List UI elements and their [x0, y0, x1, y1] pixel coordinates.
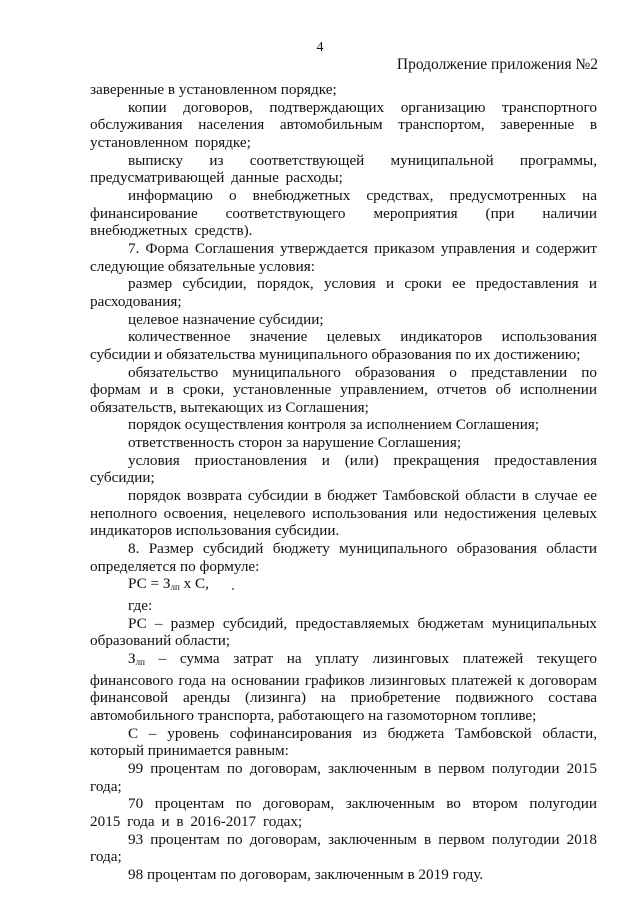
continuation-heading: Продолжение приложения №2 — [396, 56, 598, 73]
subscript: лп — [170, 582, 180, 593]
formula: РС = $З_{лп}$ х С, — [128, 575, 209, 593]
page-number: 4 — [316, 40, 324, 55]
paragraph: копии договоров, подтверждающих организацию транспортного обслуживания населения автомобильным транспортом, заверенные в установленном порядке; — [90, 98, 597, 151]
paragraph: 8. Размер субсидий бюджету муниципального образования области определяется по формуле: — [90, 540, 597, 575]
paragraph: заверенные в установленном порядке; — [90, 81, 337, 98]
paragraph: где: — [128, 597, 153, 615]
paragraph: порядок осуществления контроля за исполнением Соглашения; — [128, 416, 540, 434]
paragraph: РС – размер субсидий, предоставляемых бюджетам муниципальных образований области; — [90, 614, 597, 650]
paragraph: 70 процентам по договорам, заключенным во втором полугодии 2015 года и в 2016-2017 годах; — [90, 795, 597, 830]
paragraph: порядок возврата субсидии в бюджет Тамбовской области в случае ее неполного освоения, нецелевого использования или недостижения целевых индикаторов использования субсидии. — [90, 487, 597, 540]
subscript: лп — [135, 657, 145, 667]
paragraph: 98 процентам по договорам, заключенным в 2019 году. — [128, 865, 484, 883]
document-body — [90, 81, 597, 884]
paragraph: информацию о внебюджетных средствах, предусмотренных на финансирование соответствующего мероприятия (при наличии внебюджетных средств). — [90, 186, 597, 240]
scan-speck — [232, 588, 234, 590]
paragraph: 7. Форма Соглашения утверждается приказом управления и содержит следующие обязательные условия: — [90, 239, 597, 275]
paragraph: количественное значение целевых индикаторов использования субсидии и обязательства муниципального образования по их достижению; — [90, 328, 597, 363]
paragraph: $З_{лп}$ – сумма затрат на уплату лизинговых платежей текущего финансового года на основании графиков лизинговых платежей к договорам финансовой аренды (лизинга) на приобретение подвижного состава автомобильного транспорта, работающего на газомоторном топливе; — [90, 650, 597, 724]
paragraph: С – уровень софинансирования из бюджета Тамбовской области, который принимается равным: — [90, 724, 597, 760]
paragraph: ответственность сторон за нарушение Соглашения; — [128, 434, 462, 452]
paragraph: размер субсидии, порядок, условия и сроки ее предоставления и расходования; — [90, 275, 597, 310]
paragraph: целевое назначение субсидии; — [128, 310, 324, 328]
paragraph: выписку из соответствующей муниципальной программы, предусматривающей данные расходы; — [90, 151, 597, 187]
paragraph: обязательство муниципального образования о представлении по формам и в сроки, установленные управлением, отчетов об исполнении обязательств, вытекающих из Соглашения; — [90, 363, 597, 416]
paragraph: 99 процентам по договорам, заключенным в первом полугодии 2015 года; — [90, 759, 597, 795]
paragraph: 93 процентам по договорам, заключенным в первом полугодии 2018 года; — [90, 830, 597, 866]
paragraph: условия приостановления и (или) прекращения предоставления субсидии; — [90, 451, 597, 487]
